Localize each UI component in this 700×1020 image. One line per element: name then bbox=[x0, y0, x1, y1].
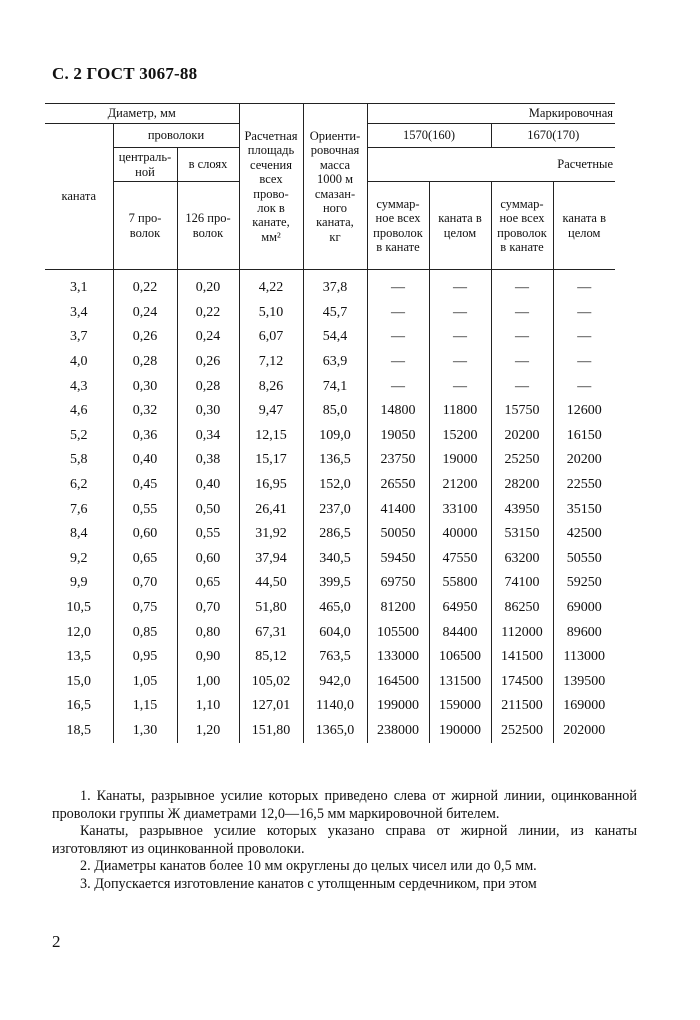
table-row bbox=[45, 473, 615, 498]
table-cell: 252500 bbox=[491, 719, 553, 744]
table-cell: 399,5 bbox=[303, 571, 367, 596]
table-cell: — bbox=[491, 270, 553, 301]
table-cell: 5,10 bbox=[239, 301, 303, 326]
table-cell: 211500 bbox=[491, 694, 553, 719]
table-cell: 89600 bbox=[566, 624, 602, 640]
table-row bbox=[45, 694, 615, 719]
table-cell: — bbox=[491, 325, 553, 350]
table-cell: — bbox=[577, 354, 592, 370]
table-cell: 4,22 bbox=[239, 270, 303, 301]
table-cell: — bbox=[429, 270, 491, 301]
table-cell: 1,30 bbox=[113, 719, 177, 744]
table-cell: 26,41 bbox=[239, 497, 303, 522]
table-cell: 53150 bbox=[491, 522, 553, 547]
table-cell: — bbox=[367, 270, 429, 301]
table-cell: 0,22 bbox=[113, 270, 177, 301]
page-header: С. 2 ГОСТ 3067-88 bbox=[52, 64, 198, 83]
table-row bbox=[45, 350, 615, 375]
table-cell: 0,26 bbox=[177, 350, 239, 375]
table-cell: 8,26 bbox=[239, 374, 303, 399]
table-cell: 69000 bbox=[566, 599, 602, 615]
table-cell: 0,20 bbox=[177, 270, 239, 301]
table-cell: 10,5 bbox=[45, 596, 113, 621]
table-cell: 13,5 bbox=[45, 645, 113, 670]
table-cell: 67,31 bbox=[239, 620, 303, 645]
table-cell: 59250 bbox=[566, 575, 602, 591]
header-mass: Ориенти- ровочная масса 1000 м смазан- ного каната, кг bbox=[303, 104, 367, 270]
header-marking: Маркировочная bbox=[367, 104, 615, 124]
note-1-cont: Канаты, разрывное усилие которых указано справа от жирной линии, из канаты изготовляют из оцинкованной проволоки. bbox=[52, 823, 637, 857]
table-cell: 5,8 bbox=[45, 448, 113, 473]
table-cell: 105,02 bbox=[239, 670, 303, 695]
table-cell: 0,90 bbox=[177, 645, 239, 670]
table-cell: 16,95 bbox=[239, 473, 303, 498]
table-cell: 9,2 bbox=[45, 547, 113, 572]
table-cell: 22550 bbox=[566, 477, 602, 492]
table-cell: 20200 bbox=[491, 424, 553, 449]
table-cell: 340,5 bbox=[303, 547, 367, 572]
table-cell: 35150 bbox=[566, 501, 602, 517]
table-cell: 0,36 bbox=[113, 424, 177, 449]
table-cell: 286,5 bbox=[303, 522, 367, 547]
notes bbox=[52, 788, 637, 893]
note-1: 1. Канаты, разрывное усилие которых приведено слева от жирной линии, оцинкованной проволоки группы Ж диаметрами 12,0—16,5 мм маркировочной бителем. bbox=[52, 788, 637, 822]
table-cell: 113000 bbox=[563, 649, 605, 665]
table-row bbox=[45, 301, 615, 326]
table-cell: 1140,0 bbox=[303, 694, 367, 719]
table-cell: 6,2 bbox=[45, 473, 113, 498]
table-cell: — bbox=[429, 350, 491, 375]
table-cell: 23750 bbox=[367, 448, 429, 473]
table-cell: 0,28 bbox=[177, 374, 239, 399]
note-2: 2. Диаметры канатов более 10 мм округлены до целых чисел или до 0,5 мм. bbox=[80, 858, 537, 874]
table-cell: 64950 bbox=[429, 596, 491, 621]
table-cell: 133000 bbox=[367, 645, 429, 670]
table-cell: 31,92 bbox=[239, 522, 303, 547]
table-cell: 45,7 bbox=[303, 301, 367, 326]
table-cell: 85,0 bbox=[303, 399, 367, 424]
table-cell: — bbox=[491, 301, 553, 326]
table-cell: 0,38 bbox=[177, 448, 239, 473]
table-cell: 190000 bbox=[429, 719, 491, 744]
table-cell: 112000 bbox=[491, 620, 553, 645]
header-layers: в слоях bbox=[177, 148, 239, 182]
table-cell: 37,8 bbox=[303, 270, 367, 301]
table-row bbox=[45, 448, 615, 473]
table-cell: 21200 bbox=[429, 473, 491, 498]
table-cell: — bbox=[577, 329, 592, 345]
table-cell: 19050 bbox=[367, 424, 429, 449]
table-cell: 9,47 bbox=[239, 399, 303, 424]
table-cell: 74,1 bbox=[303, 374, 367, 399]
table-cell: 7,12 bbox=[239, 350, 303, 375]
table-cell: 0,65 bbox=[113, 547, 177, 572]
table-cell: 0,30 bbox=[177, 399, 239, 424]
table-cell: 1,20 bbox=[177, 719, 239, 744]
table-cell: 42500 bbox=[566, 526, 602, 542]
table-cell: 0,34 bbox=[177, 424, 239, 449]
table-cell: 0,40 bbox=[113, 448, 177, 473]
table-cell: 0,55 bbox=[177, 522, 239, 547]
table-cell: 18,5 bbox=[45, 719, 113, 744]
table-cell: 1365,0 bbox=[303, 719, 367, 744]
table-cell: 0,60 bbox=[113, 522, 177, 547]
table-cell: 43950 bbox=[491, 497, 553, 522]
table-cell: 12,0 bbox=[45, 620, 113, 645]
table-cell: 106500 bbox=[429, 645, 491, 670]
table-cell: — bbox=[367, 325, 429, 350]
table-cell: 1,10 bbox=[177, 694, 239, 719]
table-cell: 0,70 bbox=[113, 571, 177, 596]
table-cell: 74100 bbox=[491, 571, 553, 596]
table-cell: 164500 bbox=[367, 670, 429, 695]
table-cell: 131500 bbox=[429, 670, 491, 695]
table-cell: 63200 bbox=[491, 547, 553, 572]
table-cell: — bbox=[429, 374, 491, 399]
table-cell: 169000 bbox=[563, 698, 606, 714]
table-cell: 109,0 bbox=[303, 424, 367, 449]
table-cell: 41400 bbox=[367, 497, 429, 522]
table-cell: 15750 bbox=[491, 399, 553, 424]
table-cell: 4,3 bbox=[45, 374, 113, 399]
header-area: Расчетная площадь сечения всех прово- лок в канате, мм² bbox=[239, 104, 303, 270]
table-cell: — bbox=[429, 325, 491, 350]
table-row bbox=[45, 719, 615, 744]
table-cell: 19000 bbox=[429, 448, 491, 473]
table-cell: 26550 bbox=[367, 473, 429, 498]
table-row bbox=[45, 645, 615, 670]
table-cell: 40000 bbox=[429, 522, 491, 547]
header-126-wires: 126 про- волок bbox=[177, 182, 239, 270]
table-cell: — bbox=[491, 350, 553, 375]
table-cell: 37,94 bbox=[239, 547, 303, 572]
table-row bbox=[45, 571, 615, 596]
table-cell: 4,6 bbox=[45, 399, 113, 424]
table-cell: 0,45 bbox=[113, 473, 177, 498]
table-cell: 15,17 bbox=[239, 448, 303, 473]
header-diameter: Диаметр, мм bbox=[45, 104, 239, 124]
table-row bbox=[45, 270, 615, 301]
table-row bbox=[45, 522, 615, 547]
table-cell: 86250 bbox=[491, 596, 553, 621]
table-cell: 159000 bbox=[429, 694, 491, 719]
table-cell: 51,80 bbox=[239, 596, 303, 621]
table-cell: 238000 bbox=[367, 719, 429, 744]
table-cell: 127,01 bbox=[239, 694, 303, 719]
header-sum-1570: суммар- ное всех проволок в канате bbox=[367, 182, 429, 270]
table-row bbox=[45, 399, 615, 424]
table-cell: 3,1 bbox=[45, 270, 113, 301]
table-cell: — bbox=[367, 301, 429, 326]
table-cell: 63,9 bbox=[303, 350, 367, 375]
table-cell: 12,15 bbox=[239, 424, 303, 449]
table-cell: 3,4 bbox=[45, 301, 113, 326]
table-cell: 9,9 bbox=[45, 571, 113, 596]
table-cell: 16150 bbox=[566, 427, 602, 443]
table-cell: 5,2 bbox=[45, 424, 113, 449]
table-cell: 0,24 bbox=[177, 325, 239, 350]
header-1670: 1670(170) bbox=[491, 124, 615, 148]
table-cell: — bbox=[429, 301, 491, 326]
table-cell: 0,28 bbox=[113, 350, 177, 375]
header-7-wires: 7 про- волок bbox=[113, 182, 177, 270]
table-cell: 50050 bbox=[367, 522, 429, 547]
table-cell: 0,26 bbox=[113, 325, 177, 350]
table-row bbox=[45, 670, 615, 695]
table-cell: 16,5 bbox=[45, 694, 113, 719]
table-cell: 152,0 bbox=[303, 473, 367, 498]
table-cell: 0,95 bbox=[113, 645, 177, 670]
table-cell: 59450 bbox=[367, 547, 429, 572]
table-cell: 0,70 bbox=[177, 596, 239, 621]
table-cell: — bbox=[577, 378, 592, 394]
table-cell: 1,00 bbox=[177, 670, 239, 695]
table-cell: 0,85 bbox=[113, 620, 177, 645]
table-cell: 1,15 bbox=[113, 694, 177, 719]
header-central: централь- ной bbox=[113, 148, 177, 182]
table-cell: 55800 bbox=[429, 571, 491, 596]
page-number: 2 bbox=[52, 932, 61, 951]
header-calculated: Расчетные bbox=[367, 148, 615, 182]
table-cell: 11800 bbox=[429, 399, 491, 424]
table-cell: 81200 bbox=[367, 596, 429, 621]
table-cell: 12600 bbox=[566, 403, 602, 419]
table-cell: 0,65 bbox=[177, 571, 239, 596]
rope-parameters-table bbox=[45, 103, 615, 743]
table-row bbox=[45, 424, 615, 449]
table-cell: 151,80 bbox=[239, 719, 303, 744]
table-cell: 0,30 bbox=[113, 374, 177, 399]
table-cell: 85,12 bbox=[239, 645, 303, 670]
table-cell: — bbox=[491, 374, 553, 399]
table-cell: 44,50 bbox=[239, 571, 303, 596]
table-cell: 1,05 bbox=[113, 670, 177, 695]
header-wires: проволоки bbox=[113, 124, 239, 148]
table-cell: 15200 bbox=[429, 424, 491, 449]
table-cell: 0,60 bbox=[177, 547, 239, 572]
table-cell: 54,4 bbox=[303, 325, 367, 350]
header-whole-1670: каната в целом bbox=[553, 182, 615, 270]
header-whole-1570: каната в целом bbox=[429, 182, 491, 270]
table-row bbox=[45, 497, 615, 522]
header-sum-1670: суммар- ное всех проволок в канате bbox=[491, 182, 553, 270]
table-cell: 465,0 bbox=[303, 596, 367, 621]
table-cell: 84400 bbox=[429, 620, 491, 645]
table-cell: 3,7 bbox=[45, 325, 113, 350]
table-cell: 0,22 bbox=[177, 301, 239, 326]
table-cell: 6,07 bbox=[239, 325, 303, 350]
table-cell: 8,4 bbox=[45, 522, 113, 547]
note-3: 3. Допускается изготовление канатов с утолщенным сердечником, при этом bbox=[80, 875, 537, 892]
table-cell: — bbox=[577, 304, 592, 320]
table-cell: 50550 bbox=[566, 550, 602, 566]
table-body bbox=[45, 270, 615, 744]
header-rope: каната bbox=[45, 124, 113, 270]
table-cell: 0,40 bbox=[177, 473, 239, 498]
table-cell: 0,50 bbox=[177, 497, 239, 522]
table-cell: 0,24 bbox=[113, 301, 177, 326]
header-1570: 1570(160) bbox=[367, 124, 491, 148]
table-row bbox=[45, 620, 615, 645]
table-cell: 4,0 bbox=[45, 350, 113, 375]
table-cell: 33100 bbox=[429, 497, 491, 522]
table-cell: 69750 bbox=[367, 571, 429, 596]
table-row bbox=[45, 325, 615, 350]
table-cell: 7,6 bbox=[45, 497, 113, 522]
table-cell: 47550 bbox=[429, 547, 491, 572]
table-cell: 0,32 bbox=[113, 399, 177, 424]
table-cell: 136,5 bbox=[303, 448, 367, 473]
table-cell: 0,80 bbox=[177, 620, 239, 645]
table-cell: 237,0 bbox=[303, 497, 367, 522]
table-row bbox=[45, 596, 615, 621]
table-cell: 141500 bbox=[491, 645, 553, 670]
table-cell: 202000 bbox=[563, 722, 606, 738]
table-cell: 942,0 bbox=[303, 670, 367, 695]
table-cell: 174500 bbox=[491, 670, 553, 695]
table-cell: 763,5 bbox=[303, 645, 367, 670]
table-cell: 0,75 bbox=[113, 596, 177, 621]
table-row bbox=[45, 547, 615, 572]
table-cell: 0,55 bbox=[113, 497, 177, 522]
table-cell: 14800 bbox=[367, 399, 429, 424]
table-cell: 15,0 bbox=[45, 670, 113, 695]
table-cell: — bbox=[367, 374, 429, 399]
table-cell: 199000 bbox=[367, 694, 429, 719]
table-cell: 25250 bbox=[491, 448, 553, 473]
table-cell: — bbox=[577, 280, 592, 296]
table-cell: — bbox=[367, 350, 429, 375]
table-cell: 20200 bbox=[566, 452, 602, 468]
table-cell: 139500 bbox=[563, 673, 606, 689]
table-cell: 604,0 bbox=[303, 620, 367, 645]
table-cell: 105500 bbox=[367, 620, 429, 645]
table-cell: 28200 bbox=[491, 473, 553, 498]
table-row bbox=[45, 374, 615, 399]
